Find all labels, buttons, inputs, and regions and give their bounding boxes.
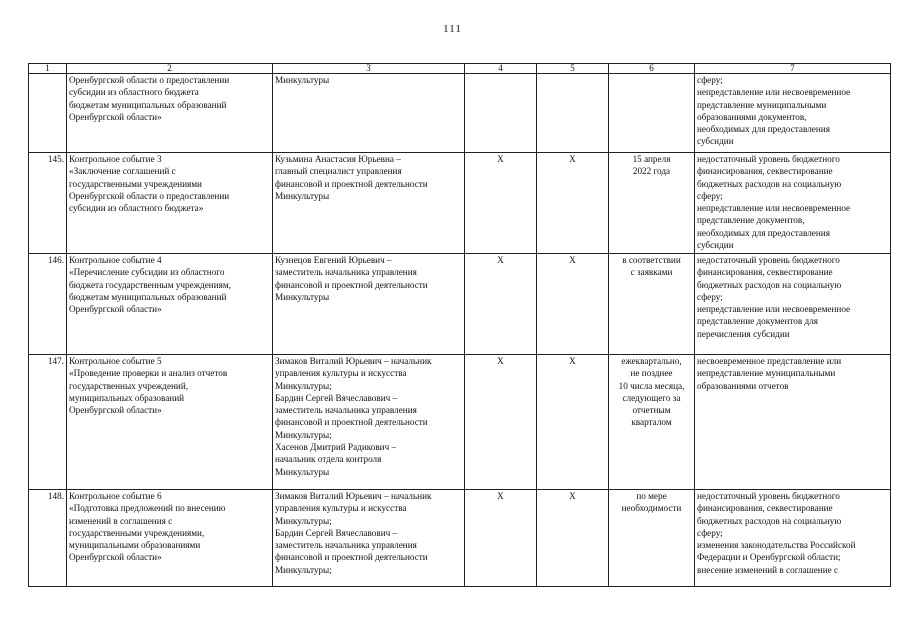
column-5-cell <box>537 254 609 355</box>
cell-text: 146. <box>47 255 64 265</box>
cell-line: субсидии из областного бюджета <box>69 87 199 98</box>
cell-text: 148. <box>47 491 64 501</box>
cell-line: Минкультуры; <box>275 380 332 391</box>
cell-line: Минкультуры; <box>275 515 332 526</box>
cell-line: управления культуры и искусства <box>275 503 407 514</box>
cell-line: Оренбургской области» <box>69 405 162 416</box>
cell-line: внесение изменений в соглашение с <box>697 564 839 575</box>
table-row <box>29 254 891 355</box>
column-header: 7 <box>695 64 891 74</box>
cell-line: следующего за <box>622 392 681 403</box>
activities-table <box>28 63 891 587</box>
cell-line: представление муниципальными <box>697 99 827 110</box>
cell-line: Бардин Сергей Вячеславович – <box>275 392 398 403</box>
column-header: 5 <box>537 64 609 74</box>
page-number: 111 <box>443 23 462 35</box>
column-5-cell <box>537 355 609 490</box>
cell-line: Минкультуры <box>275 75 330 85</box>
row-number-cell <box>29 153 67 254</box>
cell-line: ежеквартально, <box>621 356 682 366</box>
cell-line: финансирования, секвестирование <box>697 503 833 514</box>
cell-line: сферу; <box>697 291 723 302</box>
deadline-cell <box>609 74 695 153</box>
cell-line: кварталом <box>631 417 672 428</box>
cell-line: изменений в соглашения с <box>69 515 173 526</box>
deadline-cell <box>609 254 695 355</box>
cell-line: Кузьмина Анастасия Юрьевна – <box>275 154 401 164</box>
row-number-cell <box>29 74 67 153</box>
cell-line: Оренбургской области о предоставлении <box>69 75 230 85</box>
cell-line: Оренбургской области о предоставлении <box>69 190 230 201</box>
cell-line: «Подготовка предложений по внесению <box>69 503 226 514</box>
cell-text: Х <box>497 491 504 501</box>
cell-line: «Перечисление субсидии из областного <box>69 267 225 278</box>
column-4-cell <box>465 254 537 355</box>
table-row <box>29 355 891 490</box>
risks-cell <box>695 74 891 153</box>
cell-line: отчетным <box>632 405 671 416</box>
column-5-cell <box>537 74 609 153</box>
cell-line: Зимаков Виталий Юрьевич – начальник <box>275 356 432 366</box>
cell-line: недостаточный уровень бюджетного <box>697 255 840 265</box>
cell-text: 145. <box>47 154 64 164</box>
event-cell <box>67 153 273 254</box>
cell-line: образованиями документов, <box>697 111 807 122</box>
cell-line: недостаточный уровень бюджетного <box>697 154 840 164</box>
cell-text: Х <box>497 154 504 164</box>
cell-line: Контрольное событие 6 <box>69 491 162 501</box>
deadline-cell <box>609 490 695 587</box>
cell-line: перечисления субсидии <box>697 328 790 339</box>
event-cell <box>67 490 273 587</box>
deadline-cell <box>609 355 695 490</box>
cell-line: Бардин Сергей Вячеславович – <box>275 527 398 538</box>
column-4-cell <box>465 490 537 587</box>
column-4-cell <box>465 74 537 153</box>
cell-line: сферу; <box>697 190 723 201</box>
column-header: 4 <box>465 64 537 74</box>
cell-line: заместитель начальника управления <box>275 267 417 278</box>
cell-line: начальник отдела контроля <box>275 454 382 465</box>
responsible-cell <box>273 74 465 153</box>
table-row <box>29 74 891 153</box>
column-header: 2 <box>67 64 273 74</box>
cell-line: субсидии из областного бюджета» <box>69 203 204 214</box>
cell-line: Контрольное событие 4 <box>69 255 162 265</box>
cell-line: Минкультуры <box>275 291 330 302</box>
cell-line: Контрольное событие 3 <box>69 154 162 164</box>
cell-line: представление документов для <box>697 316 819 327</box>
cell-line: представление документов, <box>697 215 805 226</box>
column-4-cell <box>465 153 537 254</box>
risks-cell <box>695 254 891 355</box>
cell-line: бюджетам муниципальных образований <box>69 291 227 302</box>
cell-line: не позднее <box>630 368 673 379</box>
cell-line: Оренбургской области» <box>69 304 162 315</box>
cell-line: бюджетам муниципальных образований <box>69 99 227 110</box>
event-cell <box>67 254 273 355</box>
cell-line: с заявками <box>630 267 673 278</box>
cell-line: сферу; <box>697 527 723 538</box>
cell-text: Х <box>569 154 576 164</box>
cell-line: финансовой и проектной деятельности <box>275 178 428 189</box>
table-row <box>29 153 891 254</box>
row-number-cell <box>29 254 67 355</box>
responsible-cell <box>273 153 465 254</box>
cell-line: финансовой и проектной деятельности <box>275 417 428 428</box>
cell-line: непредставление или несвоевременное <box>697 304 851 315</box>
cell-text: 147. <box>47 356 64 366</box>
cell-line: заместитель начальника управления <box>275 405 417 416</box>
cell-line: «Заключение соглашений с <box>69 166 176 177</box>
cell-line: изменения законодательства Российской <box>697 540 856 551</box>
cell-line: 10 числа месяца, <box>618 380 685 391</box>
cell-text: Х <box>497 255 504 265</box>
cell-line: образованиями отчетов <box>697 380 789 391</box>
cell-text: Х <box>569 255 576 265</box>
cell-line: Зимаков Виталий Юрьевич – начальник <box>275 491 432 501</box>
cell-line: финансовой и проектной деятельности <box>275 279 428 290</box>
cell-line: главный специалист управления <box>275 166 402 177</box>
cell-line: бюджетных расходов на социальную <box>697 279 842 290</box>
cell-line: Хасенов Дмитрий Радикович – <box>275 442 397 453</box>
cell-line: бюджетных расходов на социальную <box>697 178 842 189</box>
cell-line: Оренбургской области» <box>69 552 162 563</box>
cell-line: в соответствии <box>622 255 681 265</box>
cell-line: государственными учреждениями <box>69 178 202 189</box>
cell-line: по мере <box>636 491 667 501</box>
responsible-cell <box>273 254 465 355</box>
cell-line: Минкультуры; <box>275 564 332 575</box>
risks-cell <box>695 355 891 490</box>
responsible-cell <box>273 490 465 587</box>
cell-line: сферу; <box>697 75 723 85</box>
cell-line: необходимости <box>621 503 682 514</box>
cell-line: Минкультуры <box>275 190 330 201</box>
cell-line: муниципальными образованиями <box>69 540 201 551</box>
cell-line: бюджета государственным учреждениям, <box>69 279 231 290</box>
cell-line: «Проведение проверки и анализ отчетов <box>69 368 228 379</box>
cell-line: заместитель начальника управления <box>275 540 417 551</box>
cell-line: непредставление или несвоевременное <box>697 203 851 214</box>
cell-line: государственных учреждений, <box>69 380 189 391</box>
cell-line: недостаточный уровень бюджетного <box>697 491 840 501</box>
cell-line: Кузнецов Евгений Юрьевич – <box>275 255 392 265</box>
cell-line: субсидии <box>697 136 734 147</box>
cell-line: Минкультуры; <box>275 429 332 440</box>
risks-cell <box>695 490 891 587</box>
event-cell <box>67 355 273 490</box>
deadline-cell <box>609 153 695 254</box>
cell-line: необходимых для предоставления <box>697 227 830 238</box>
table-row <box>29 490 891 587</box>
event-cell <box>67 74 273 153</box>
column-header: 6 <box>609 64 695 74</box>
row-number-cell <box>29 490 67 587</box>
cell-line: финансовой и проектной деятельности <box>275 552 428 563</box>
column-header: 1 <box>29 64 67 74</box>
cell-line: финансирования, секвестирование <box>697 166 833 177</box>
cell-line: бюджетных расходов на социальную <box>697 515 842 526</box>
cell-line: несвоевременное представление или <box>697 356 842 366</box>
cell-line: непредставление или несвоевременное <box>697 87 851 98</box>
column-5-cell <box>537 153 609 254</box>
column-5-cell <box>537 490 609 587</box>
cell-line: муниципальных образований <box>69 392 185 403</box>
risks-cell <box>695 153 891 254</box>
cell-line: Оренбургской области» <box>69 111 162 122</box>
column-header: 3 <box>273 64 465 74</box>
table-header-row <box>29 64 891 74</box>
cell-line: государственными учреждениями, <box>69 527 205 538</box>
responsible-cell <box>273 355 465 490</box>
cell-line: управления культуры и искусства <box>275 368 407 379</box>
cell-line: непредставление муниципальными <box>697 368 836 379</box>
cell-line: субсидии <box>697 240 734 251</box>
cell-line: финансирования, секвестирование <box>697 267 833 278</box>
cell-line: Минкультуры <box>275 466 330 477</box>
cell-line: 2022 года <box>632 166 671 177</box>
cell-line: Контрольное событие 5 <box>69 356 162 366</box>
cell-text: Х <box>569 491 576 501</box>
column-4-cell <box>465 355 537 490</box>
cell-line: Федерации и Оренбургской области; <box>697 552 841 563</box>
cell-line: 15 апреля <box>632 154 671 164</box>
cell-text: Х <box>497 356 504 366</box>
cell-line: необходимых для предоставления <box>697 124 830 135</box>
cell-text: Х <box>569 356 576 366</box>
row-number-cell <box>29 355 67 490</box>
